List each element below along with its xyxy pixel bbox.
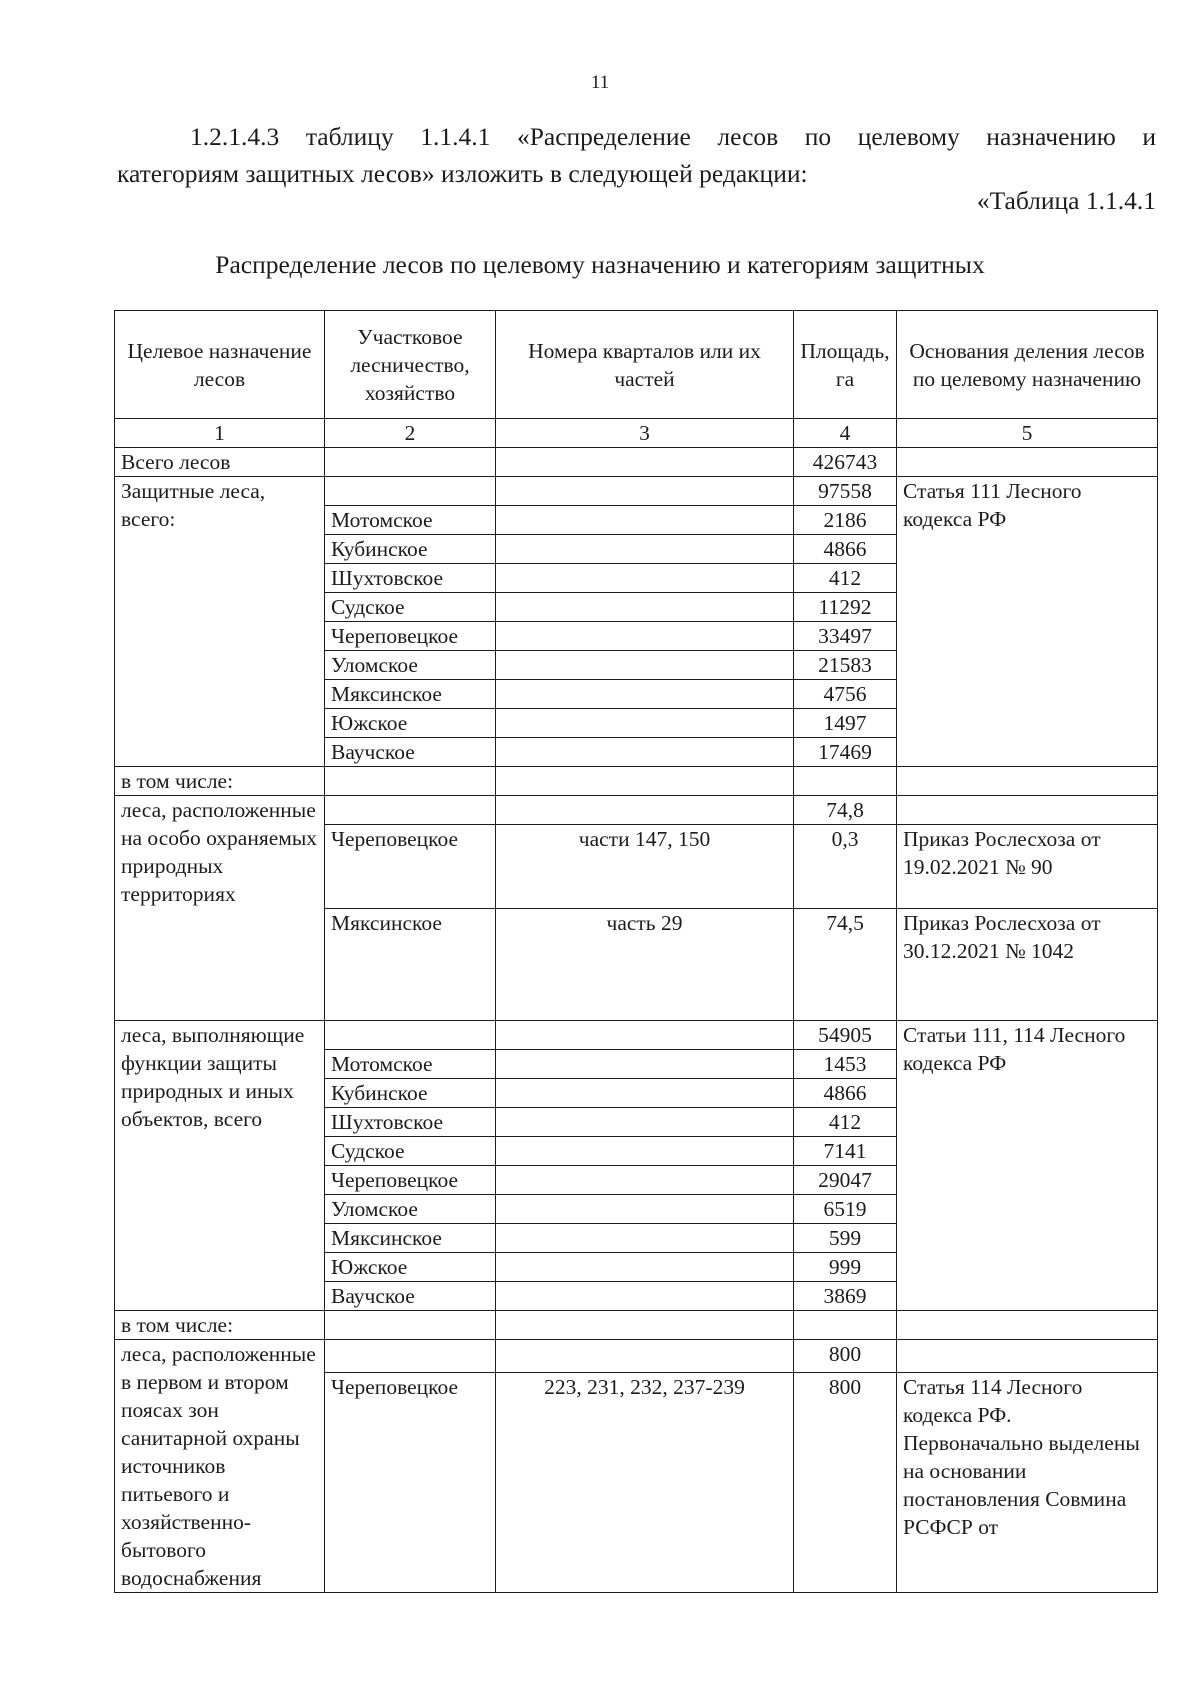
total-area: 426743 [794,448,897,477]
table-row [115,767,1158,796]
area-cell: 29047 [794,1166,897,1195]
district-cell: Мотомское [325,506,496,535]
protection-functions-total: 54905 [794,1021,897,1050]
header-row [115,311,1158,419]
header-district: Участковое лесничество, хозяйство [325,311,496,419]
area-cell: 4756 [794,680,897,709]
table-row [115,1340,1158,1373]
including-label: в том числе: [115,767,325,796]
area-cell: 800 [794,1372,897,1592]
column-number: 2 [325,419,496,448]
forest-distribution-table [114,310,1158,1593]
district-cell: Череповецкое [325,825,496,909]
area-cell: 1497 [794,709,897,738]
area-cell: 3869 [794,1282,897,1311]
column-number-row [115,419,1158,448]
table-row [115,1021,1158,1050]
header-area: Площадь, га [794,311,897,419]
quarters-cell: части 147, 150 [496,825,794,909]
district-cell: Череповецкое [325,1372,496,1592]
basis-cell: Статья 114 Лесного кодекса РФ. Первоначально выделены на основании постановления Совмина РСФСР от [897,1372,1158,1592]
table-title: Распределение лесов по целевому назначению и категориям защитных [215,250,985,279]
protective-total-area: 97558 [794,477,897,506]
district-cell: Шухтовское [325,564,496,593]
district-cell: Судское [325,1137,496,1166]
header-purpose: Целевое назначение лесов [115,311,325,419]
area-cell: 6519 [794,1195,897,1224]
intro-paragraph [117,118,1156,192]
area-cell: 4866 [794,1079,897,1108]
total-label: Всего лесов [115,448,325,477]
district-cell: Ваучское [325,738,496,767]
sanitary-label: леса, расположенные в первом и втором поясах зон санитарной охраны источников питьевого и хозяйственно-бытового водоснабжения [115,1340,325,1593]
basis-cell: Приказ Рослесхоза от 19.02.2021 № 90 [897,825,1158,909]
intro-line-1: 1.2.1.4.3 таблицу 1.1.4.1 «Распределение лесов по целевому назначению и [190,122,1156,151]
district-cell: Южское [325,1253,496,1282]
district-cell: Череповецкое [325,622,496,651]
district-cell: Южское [325,709,496,738]
column-number: 1 [115,419,325,448]
district-cell: Мяксинское [325,1224,496,1253]
district-cell: Уломское [325,651,496,680]
district-cell: Ваучское [325,1282,496,1311]
protective-label: Защитные леса, всего: [115,477,325,767]
including-label: в том числе: [115,1311,325,1340]
table-row [115,796,1158,825]
protection-functions-label: леса, выполняющие функции защиты природных и иных объектов, всего [115,1021,325,1311]
protected-areas-total: 74,8 [794,796,897,825]
column-number: 4 [794,419,897,448]
area-cell: 33497 [794,622,897,651]
table-label: «Таблица 1.1.4.1 [976,186,1156,215]
sanitary-total: 800 [794,1340,897,1373]
protected-areas-label: леса, расположенные на особо охраняемых природных территориях [115,796,325,1021]
district-cell: Кубинское [325,1079,496,1108]
column-number: 3 [496,419,794,448]
district-cell: Судское [325,593,496,622]
page-number: 11 [590,72,610,93]
area-cell: 4866 [794,535,897,564]
area-cell: 599 [794,1224,897,1253]
district-cell: Мотомское [325,1050,496,1079]
district-cell: Уломское [325,1195,496,1224]
area-cell: 7141 [794,1137,897,1166]
area-cell: 2186 [794,506,897,535]
area-cell: 412 [794,1108,897,1137]
district-cell: Череповецкое [325,1166,496,1195]
header-quarters: Номера кварталов или их частей [496,311,794,419]
area-cell: 412 [794,564,897,593]
intro-line-2: категориям защитных лесов» изложить в следующей редакции: [117,159,808,188]
area-cell: 74,5 [794,909,897,1021]
protection-functions-basis: Статьи 111, 114 Лесного кодекса РФ [897,1021,1158,1311]
table-row [115,448,1158,477]
table-row [115,477,1158,506]
area-cell: 1453 [794,1050,897,1079]
basis-cell: Приказ Рослесхоза от 30.12.2021 № 1042 [897,909,1158,1021]
area-cell: 21583 [794,651,897,680]
column-number: 5 [897,419,1158,448]
area-cell: 999 [794,1253,897,1282]
protective-basis: Статья 111 Лесного кодекса РФ [897,477,1158,767]
area-cell: 11292 [794,593,897,622]
district-cell: Мяксинское [325,909,496,1021]
area-cell: 17469 [794,738,897,767]
quarters-cell: часть 29 [496,909,794,1021]
district-cell: Мяксинское [325,680,496,709]
quarters-cell: 223, 231, 232, 237-239 [496,1372,794,1592]
header-basis: Основания деления лесов по целевому назначению [897,311,1158,419]
area-cell: 0,3 [794,825,897,909]
table-row [115,1311,1158,1340]
district-cell: Шухтовское [325,1108,496,1137]
district-cell: Кубинское [325,535,496,564]
